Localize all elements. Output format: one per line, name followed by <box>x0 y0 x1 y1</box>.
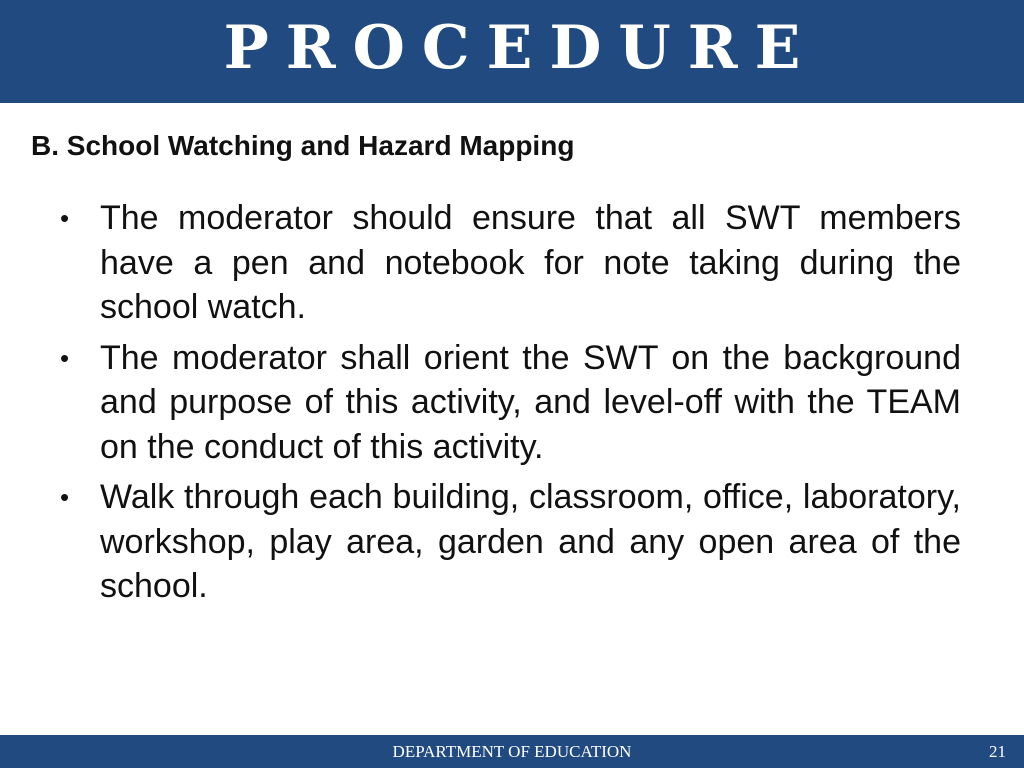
page-number: 21 <box>989 742 1006 761</box>
bullet-item <box>60 336 961 470</box>
bullet-dot-icon: • <box>60 342 70 373</box>
bullet-item <box>60 196 961 330</box>
section-heading: B. School Watching and Hazard Mapping <box>31 130 575 161</box>
bullet-text: The moderator should ensure that all SWT members have a pen and notebook for note taking during the school watch. <box>100 199 961 326</box>
footer-label: DEPARTMENT OF EDUCATION <box>392 742 632 761</box>
bullet-dot-icon: • <box>60 482 70 512</box>
bullet-list <box>60 196 961 615</box>
header-band <box>0 0 1024 103</box>
bullet-text: The moderator shall orient the SWT on the background and purpose of this activity, and level-off with the TEAM on the conduct of this activity. <box>100 338 961 466</box>
bullet-dot-icon: • <box>60 203 70 233</box>
bullet-text: Walk through each building, classroom, office, laboratory, workshop, play area, garden and any open area of the school. <box>100 478 961 605</box>
bullet-item <box>60 475 961 609</box>
slide-title: PROCEDURE <box>223 12 818 83</box>
footer-band <box>0 735 1024 768</box>
